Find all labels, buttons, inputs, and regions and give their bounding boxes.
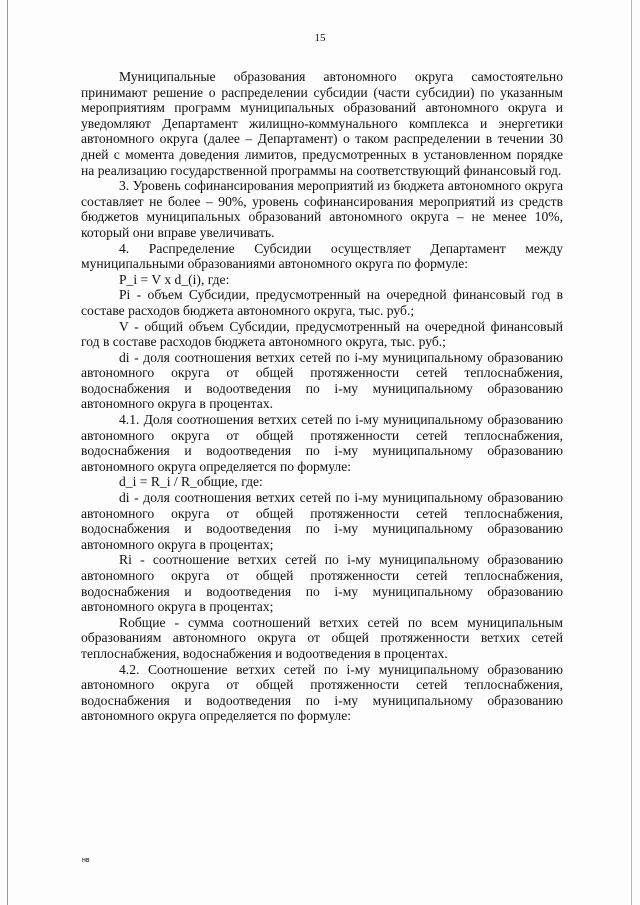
scan-edge-right [631,0,632,905]
paragraph-4-1: 4.1. Доля соотношения ветхих сетей по i-му муниципальному образованию автономного округа от общей протяженности сетей теплоснабжения, водоснабжения и водоотведения по i-му муниципальному образованию автономного округа определяется по формуле: [81,412,563,474]
definition-di: di - доля соотношения ветхих сетей по i-му муниципальному образованию автономного округа от общей протяженности сетей теплоснабжения, водоснабжения и водоотведения по i-му муниципальному образованию автономного округа в процентах. [81,349,563,412]
page-number: 15 [314,32,326,44]
formula-subsidy: P_i = V x d_(i), где: [119,271,230,287]
formula-share: d_i = R_i / R_общие, где: [119,474,263,490]
definition-r-total: Rобщие - сумма соотношений ветхих сетей по всем муниципальным образованиям автономного округа от общей протяженности ветхих сетей теплоснабжения, водоснабжения и водоотведения в процентах. [81,614,563,661]
definition-pi: Pi - объем Субсидии, предусмотренный на очередной финансовый год в составе расходов бюджета автономного округа, тыс. руб.; [81,287,563,318]
paragraph-distribution-decision: Муниципальные образования автономного округа самостоятельно принимают решение о распределении субсидии (части субсидии) по указанным мероприятиям программ муниципальных образований автономного округа и уведомляют Департамент жилищно-коммунального комплекса и энергетики автономного округа (далее – Департамент) о таком распределении в течении 30 дней с момента доведения лимитов, предусмотренных в установленном порядке на реализацию государственной программы на соответствующий финансовый год. [81,69,563,178]
paragraph-subsidy-distribution: 4. Распределение Субсидии осуществляет Департамент между муниципальными образованиями автономного округа по формуле: [81,240,563,272]
definition-v: V - общий объем Субсидии, предусмотренный на очередной финансовый год в составе расходов бюджета автономного округа, тыс. руб.; [81,318,563,350]
definition-di-repeat: di - доля соотношения ветхих сетей по i-му муниципальному образованию автономного округа от общей протяженности сетей теплоснабжения, водоснабжения и водоотведения по i-му муниципальному образованию автономного округа в процентах; [81,490,563,552]
document-body [81,69,563,724]
paragraph-cofinancing-level: 3. Уровень софинансирования мероприятий из бюджета автономного округа составляет не более – 90%, уровень софинансирования мероприятий из средств бюджетов муниципальных образований автономного округа – не менее 10%, который они вправе увеличивать. [81,178,563,240]
scan-edge-left [7,0,8,905]
paragraph-4-2: 4.2. Соотношение ветхих сетей по i-му муниципальному образованию автономного округа от общей протяженности сетей теплоснабжения, водоснабжения и водоотведения по i-му муниципальному образованию автономного округа определяется по формуле: [81,661,563,724]
definition-ri: Ri - соотношение ветхих сетей по i-му муниципальному образованию автономного округа от общей протяженности сетей теплоснабжения, водоснабжения и водоотведения по i-му муниципальному образованию автономного округа в процентах; [81,552,563,615]
footer-initials: нв [82,857,90,864]
